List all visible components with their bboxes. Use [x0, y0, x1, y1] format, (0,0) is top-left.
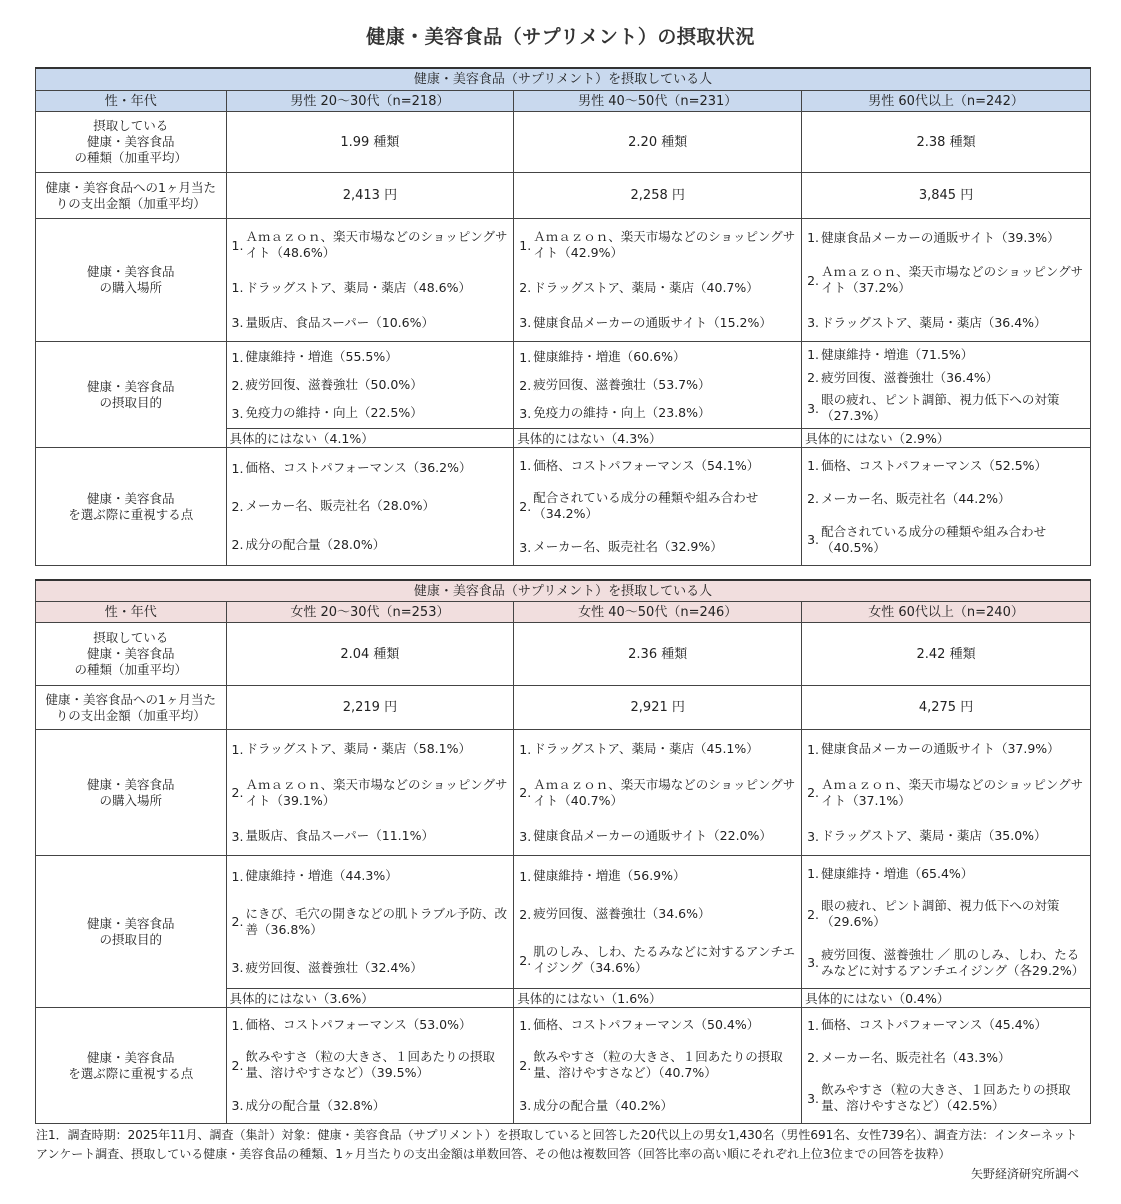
list-item: [232, 777, 509, 809]
item-text: 価格、コストパフォーマンス（50.4%）: [533, 1017, 760, 1033]
ranked-list: [805, 448, 1087, 565]
rank-number: 2.: [519, 785, 532, 800]
item-text: メーカー名、販売社名（28.0%）: [245, 498, 435, 514]
list-item: [232, 498, 509, 515]
rank-number: 3.: [231, 405, 244, 421]
list-item: [519, 314, 796, 331]
types-label: 摂取している 健康・美容食品 の種類（加重平均）: [36, 623, 227, 686]
item-text: Ａｍａｚｏｎ、楽天市場などのショッピングサイト（39.1%）: [245, 776, 508, 808]
list-item: [232, 828, 509, 845]
list-item: [807, 369, 1085, 386]
item-text: 価格、コストパフォーマンス（53.0%）: [245, 1017, 472, 1033]
rank-number: 2.: [807, 370, 820, 385]
ranked-list: [517, 342, 798, 428]
item-text: 健康維持・増進（71.5%）: [821, 346, 974, 362]
item-text: 飲みやすさ（粒の大きさ、１回あたりの摂取量、溶けやすさなど）（42.5%）: [821, 1082, 1071, 1114]
rank-number: 3.: [231, 960, 244, 976]
rank-number: 2.: [807, 906, 820, 922]
male-table: [35, 67, 1091, 566]
item-text: にきび、毛穴の開きなどの肌トラブル予防、改善（36.8%）: [245, 905, 508, 937]
item-text: ドラッグストア、薬局・薬店（45.1%）: [533, 741, 759, 756]
list-item: [807, 898, 1085, 930]
item-text: 価格、コストパフォーマンス（52.5%）: [821, 457, 1048, 473]
item-text: 健康食品メーカーの通販サイト（15.2%）: [533, 314, 772, 330]
rank-number: 2.: [231, 498, 244, 514]
purpose-row: [36, 856, 1091, 989]
rank-number: 2.: [519, 377, 532, 393]
list-item: [232, 906, 509, 938]
list-item: [232, 536, 509, 553]
list-item: [519, 1017, 796, 1034]
rank-number: 3.: [231, 1098, 244, 1114]
purchase-row: [36, 730, 1091, 856]
item-text: Ａｍａｚｏｎ、楽天市場などのショッピングサイト（48.6%）: [245, 229, 508, 260]
item-text: 健康維持・増進（60.6%）: [533, 349, 686, 364]
list-item: [519, 405, 796, 422]
list-item: [232, 229, 509, 261]
item-text: 成分の配合量（32.8%）: [245, 1097, 386, 1113]
rank-number: 3.: [519, 539, 532, 555]
rank-number: 2.: [231, 537, 244, 553]
list-item: [232, 959, 509, 976]
criteria-list: [226, 448, 514, 566]
list-item: [807, 457, 1085, 474]
ranked-list: [805, 342, 1087, 428]
purpose-row: [36, 342, 1091, 429]
item-text: 健康維持・増進（56.9%）: [533, 868, 686, 884]
list-item: [519, 906, 796, 923]
list-item: [519, 868, 796, 885]
item-text: メーカー名、販売社名（32.9%）: [533, 539, 723, 555]
purpose-list: [802, 342, 1091, 429]
item-text: 健康維持・増進（44.3%）: [245, 868, 398, 884]
purpose-none: 具体的にはない（4.1%）: [226, 429, 514, 448]
list-item: [807, 828, 1085, 845]
types-row: [36, 623, 1091, 686]
list-item: [807, 392, 1085, 424]
column-header-row: [36, 602, 1091, 623]
rank-number: 1.: [807, 866, 820, 882]
rank-number: 2.: [519, 906, 532, 922]
list-item: [519, 944, 796, 976]
list-item: [807, 346, 1085, 363]
item-text: ドラッグストア、薬局・薬店（58.1%）: [245, 741, 471, 756]
rank-number: 3.: [807, 955, 820, 971]
ranked-list: [517, 856, 798, 988]
spend-value: 2,921 円: [514, 686, 802, 730]
ranked-list: [517, 448, 798, 565]
rank-number: 2.: [231, 785, 244, 800]
gender-age-header: 性・年代: [36, 91, 227, 112]
list-item: [232, 741, 509, 758]
item-text: 価格、コストパフォーマンス（54.1%）: [533, 457, 760, 473]
criteria-row: [36, 448, 1091, 566]
female-table: [35, 579, 1091, 1124]
ranked-list: [517, 1008, 798, 1123]
item-text: 肌のしみ、しわ、たるみなどに対するアンチエイジング（34.6%）: [533, 944, 796, 976]
rank-number: 3.: [519, 828, 532, 844]
criteria-row: [36, 1008, 1091, 1124]
rank-number: 1.: [231, 280, 244, 295]
list-item: [519, 279, 796, 296]
spend-value: 2,219 円: [226, 686, 514, 730]
gender-age-header: 性・年代: [36, 602, 227, 623]
list-item: [232, 1097, 509, 1114]
ranked-list: [805, 730, 1087, 855]
item-text: 健康維持・増進（55.5%）: [245, 349, 398, 364]
rank-number: 1.: [807, 458, 820, 474]
list-item: [807, 264, 1085, 296]
item-text: 配合されている成分の種類や組み合わせ（40.5%）: [821, 523, 1047, 555]
criteria-label: 健康・美容食品 を選ぶ際に重視する点: [36, 448, 227, 566]
list-item: [807, 777, 1085, 809]
list-item: [232, 377, 509, 394]
rank-number: 1.: [519, 741, 532, 757]
item-text: Ａｍａｚｏｎ、楽天市場などのショッピングサイト（37.1%）: [821, 776, 1084, 808]
item-text: 健康維持・増進（65.4%）: [821, 865, 974, 881]
purchase-label: 健康・美容食品 の購入場所: [36, 219, 227, 342]
rank-number: 2.: [519, 1057, 532, 1073]
purpose-label: 健康・美容食品 の摂取目的: [36, 856, 227, 1008]
list-item: [807, 865, 1085, 882]
spend-value: 2,413 円: [226, 173, 514, 219]
ranked-list: [805, 219, 1087, 341]
item-text: 健康食品メーカーの通販サイト（39.3%）: [821, 229, 1060, 245]
rank-number: 2.: [519, 280, 532, 295]
list-item: [519, 490, 796, 522]
item-text: ドラッグストア、薬局・薬店（48.6%）: [245, 279, 471, 295]
item-text: 飲みやすさ（粒の大きさ、１回あたりの摂取量、溶けやすさなど）（39.5%）: [245, 1049, 496, 1081]
item-text: Ａｍａｚｏｎ、楽天市場などのショッピングサイト（37.2%）: [821, 264, 1084, 295]
purchase-list: [514, 219, 802, 342]
criteria-list: [802, 448, 1091, 566]
purpose-list: [226, 856, 514, 989]
rank-number: 3.: [519, 1098, 532, 1114]
list-item: [807, 1017, 1085, 1034]
item-text: 疲労回復、滋養強壮（34.6%）: [533, 906, 711, 922]
spend-label: 健康・美容食品への1ヶ月当た りの支出金額（加重平均）: [36, 173, 227, 219]
rank-number: 1.: [231, 460, 244, 476]
column-header: 男性 20～30代（n=218）: [226, 91, 514, 112]
purpose-none: 具体的にはない（0.4%）: [802, 989, 1091, 1008]
list-item: [519, 828, 796, 845]
item-text: Ａｍａｚｏｎ、楽天市場などのショッピングサイト（42.9%）: [533, 229, 796, 260]
item-text: メーカー名、販売社名（44.2%）: [821, 490, 1011, 506]
criteria-label: 健康・美容食品 を選ぶ際に重視する点: [36, 1008, 227, 1124]
rank-number: 3.: [807, 1090, 820, 1106]
rank-number: 2.: [807, 1050, 820, 1066]
list-item: [807, 314, 1085, 331]
rank-number: 3.: [231, 828, 244, 844]
column-header: 女性 40～50代（n=246）: [514, 602, 802, 623]
ranked-list: [517, 730, 798, 855]
list-item: [519, 457, 796, 474]
item-text: 眼の疲れ、ピント調節、視力低下への対策（29.6%）: [821, 898, 1060, 930]
list-item: [232, 1017, 509, 1034]
purchase-list: [802, 219, 1091, 342]
spend-label: 健康・美容食品への1ヶ月当た りの支出金額（加重平均）: [36, 686, 227, 730]
spend-row: [36, 686, 1091, 730]
rank-number: 1.: [231, 237, 244, 253]
purpose-list: [514, 342, 802, 429]
rank-number: 3.: [519, 315, 532, 330]
types-value: 2.42 種類: [802, 623, 1091, 686]
purpose-list: [514, 856, 802, 989]
rank-number: 3.: [807, 828, 820, 844]
rank-number: 3.: [807, 532, 820, 548]
criteria-list: [514, 448, 802, 566]
list-item: [519, 229, 796, 261]
types-row: [36, 112, 1091, 173]
types-value: 2.20 種類: [514, 112, 802, 173]
rank-number: 2.: [807, 272, 820, 288]
spend-value: 2,258 円: [514, 173, 802, 219]
purpose-none: 具体的にはない（1.6%）: [514, 989, 802, 1008]
item-text: 免疫力の維持・向上（22.5%）: [245, 405, 423, 420]
rank-number: 1.: [807, 1017, 820, 1033]
item-text: Ａｍａｚｏｎ、楽天市場などのショッピングサイト（40.7%）: [533, 776, 796, 808]
rank-number: 1.: [807, 230, 820, 245]
purpose-label: 健康・美容食品 の摂取目的: [36, 342, 227, 448]
rank-number: 1.: [519, 458, 532, 474]
item-text: 免疫力の維持・向上（23.8%）: [533, 405, 711, 420]
ranked-list: [230, 856, 511, 988]
item-text: 疲労回復、滋養強壮（50.0%）: [245, 377, 423, 392]
item-text: 飲みやすさ（粒の大きさ、１回あたりの摂取量、溶けやすさなど）（40.7%）: [533, 1049, 783, 1081]
spend-value: 4,275 円: [802, 686, 1091, 730]
rank-number: 3.: [807, 315, 820, 330]
list-item: [232, 1049, 509, 1081]
item-text: 疲労回復、滋養強壮（36.4%）: [821, 369, 999, 385]
item-text: 配合されている成分の種類や組み合わせ（34.2%）: [533, 490, 759, 522]
source-credit: 矢野経済研究所調べ: [970, 1167, 1079, 1181]
spend-value: 3,845 円: [802, 173, 1091, 219]
item-text: 価格、コストパフォーマンス（45.4%）: [821, 1017, 1048, 1033]
rank-number: 2.: [519, 952, 532, 968]
list-item: [807, 490, 1085, 507]
survey-notes: 注1．調査時期：2025年11月、調査（集計）対象：健康・美容食品（サプリメント）を摂取していると回答した20代以上の男女1,430名（男性691名、女性739名）、調査方法：インターネットアンケート調査、摂取している健康・美容食品の種類、1ヶ月当たりの支出金額は単数回答、その他は複数回答（回答比率の高い順にそれぞれ上位3位までの回答を抜粋）: [36, 1128, 1078, 1161]
column-header: 男性 40～50代（n=231）: [514, 91, 802, 112]
column-header-row: [36, 91, 1091, 112]
rank-number: 1.: [231, 1017, 244, 1033]
item-text: 量販店、食品スーパー（10.6%）: [245, 314, 434, 330]
ranked-list: [230, 219, 511, 341]
list-item: [519, 1049, 796, 1081]
purchase-row: [36, 219, 1091, 342]
purchase-list: [802, 730, 1091, 856]
list-item: [232, 460, 509, 477]
purpose-list: [226, 342, 514, 429]
item-text: メーカー名、販売社名（43.3%）: [821, 1049, 1011, 1065]
rank-number: 1.: [231, 741, 244, 757]
rank-number: 3.: [519, 405, 532, 421]
list-item: [807, 741, 1085, 758]
purchase-list: [514, 730, 802, 856]
criteria-list: [802, 1008, 1091, 1124]
column-header: 男性 60代以上（n=242）: [802, 91, 1091, 112]
group-title-row: [36, 68, 1091, 91]
list-item: [519, 741, 796, 758]
list-item: [807, 947, 1085, 979]
purchase-list: [226, 219, 514, 342]
item-text: 疲労回復、滋養強壮（53.7%）: [533, 377, 711, 392]
types-label: 摂取している 健康・美容食品 の種類（加重平均）: [36, 112, 227, 173]
rank-number: 1.: [519, 237, 532, 253]
list-item: [807, 229, 1085, 246]
ranked-list: [230, 1008, 511, 1123]
rank-number: 2.: [807, 785, 820, 800]
types-value: 2.04 種類: [226, 623, 514, 686]
ranked-list: [805, 856, 1087, 988]
list-item: [807, 1082, 1085, 1114]
rank-number: 2.: [519, 498, 532, 514]
item-text: 眼の疲れ、ピント調節、視力低下への対策（27.3%）: [821, 392, 1060, 423]
ranked-list: [230, 448, 511, 565]
item-text: 量販店、食品スーパー（11.1%）: [245, 828, 434, 843]
criteria-list: [226, 1008, 514, 1124]
group-title: 健康・美容食品（サプリメント）を摂取している人: [36, 68, 1091, 91]
item-text: 価格、コストパフォーマンス（36.2%）: [245, 460, 472, 476]
types-value: 1.99 種類: [226, 112, 514, 173]
rank-number: 1.: [231, 868, 244, 884]
rank-number: 2.: [231, 914, 244, 930]
list-item: [807, 1049, 1085, 1066]
rank-number: 3.: [807, 400, 820, 416]
purpose-list: [802, 856, 1091, 989]
purpose-none: 具体的にはない（2.9%）: [802, 429, 1091, 448]
rank-number: 2.: [807, 491, 820, 507]
rank-number: 1.: [519, 349, 532, 365]
ranked-list: [517, 219, 798, 341]
item-text: 成分の配合量（28.0%）: [245, 536, 386, 552]
list-item: [232, 868, 509, 885]
rank-number: 1.: [519, 868, 532, 884]
group-title-row: [36, 580, 1091, 602]
item-text: ドラッグストア、薬局・薬店（36.4%）: [821, 314, 1047, 330]
purpose-none: 具体的にはない（3.6%）: [226, 989, 514, 1008]
page-title: 健康・美容食品（サプリメント）の摂取状況: [366, 26, 755, 48]
item-text: 疲労回復、滋養強壮（32.4%）: [245, 959, 423, 975]
rank-number: 2.: [231, 377, 244, 393]
item-text: 成分の配合量（40.2%）: [533, 1097, 674, 1113]
rank-number: 2.: [231, 1057, 244, 1073]
list-item: [519, 1097, 796, 1114]
list-item: [519, 377, 796, 394]
list-item: [232, 279, 509, 296]
ranked-list: [230, 730, 511, 855]
list-item: [807, 524, 1085, 556]
ranked-list: [230, 342, 511, 428]
group-title: 健康・美容食品（サプリメント）を摂取している人: [36, 580, 1091, 602]
list-item: [232, 349, 509, 366]
rank-number: 1.: [807, 741, 820, 757]
list-item: [519, 777, 796, 809]
types-value: 2.38 種類: [802, 112, 1091, 173]
item-text: 健康食品メーカーの通販サイト（37.9%）: [821, 741, 1060, 756]
spend-row: [36, 173, 1091, 219]
column-header: 女性 20～30代（n=253）: [226, 602, 514, 623]
list-item: [519, 349, 796, 366]
list-item: [519, 539, 796, 556]
rank-number: 3.: [231, 315, 244, 330]
purchase-list: [226, 730, 514, 856]
rank-number: 1.: [231, 349, 244, 365]
list-item: [232, 405, 509, 422]
types-value: 2.36 種類: [514, 623, 802, 686]
item-text: 健康食品メーカーの通販サイト（22.0%）: [533, 828, 772, 843]
criteria-list: [514, 1008, 802, 1124]
item-text: 疲労回復、滋養強壮 ／ 肌のしみ、しわ、たるみなどに対するアンチエイジング（各29.2%）: [821, 946, 1085, 978]
item-text: ドラッグストア、薬局・薬店（40.7%）: [533, 279, 759, 295]
purpose-none: 具体的にはない（4.3%）: [514, 429, 802, 448]
rank-number: 1.: [519, 1017, 532, 1033]
item-text: ドラッグストア、薬局・薬店（35.0%）: [821, 828, 1047, 843]
rank-number: 1.: [807, 347, 820, 362]
purchase-label: 健康・美容食品 の購入場所: [36, 730, 227, 856]
list-item: [232, 314, 509, 331]
ranked-list: [805, 1008, 1087, 1123]
column-header: 女性 60代以上（n=240）: [802, 602, 1091, 623]
